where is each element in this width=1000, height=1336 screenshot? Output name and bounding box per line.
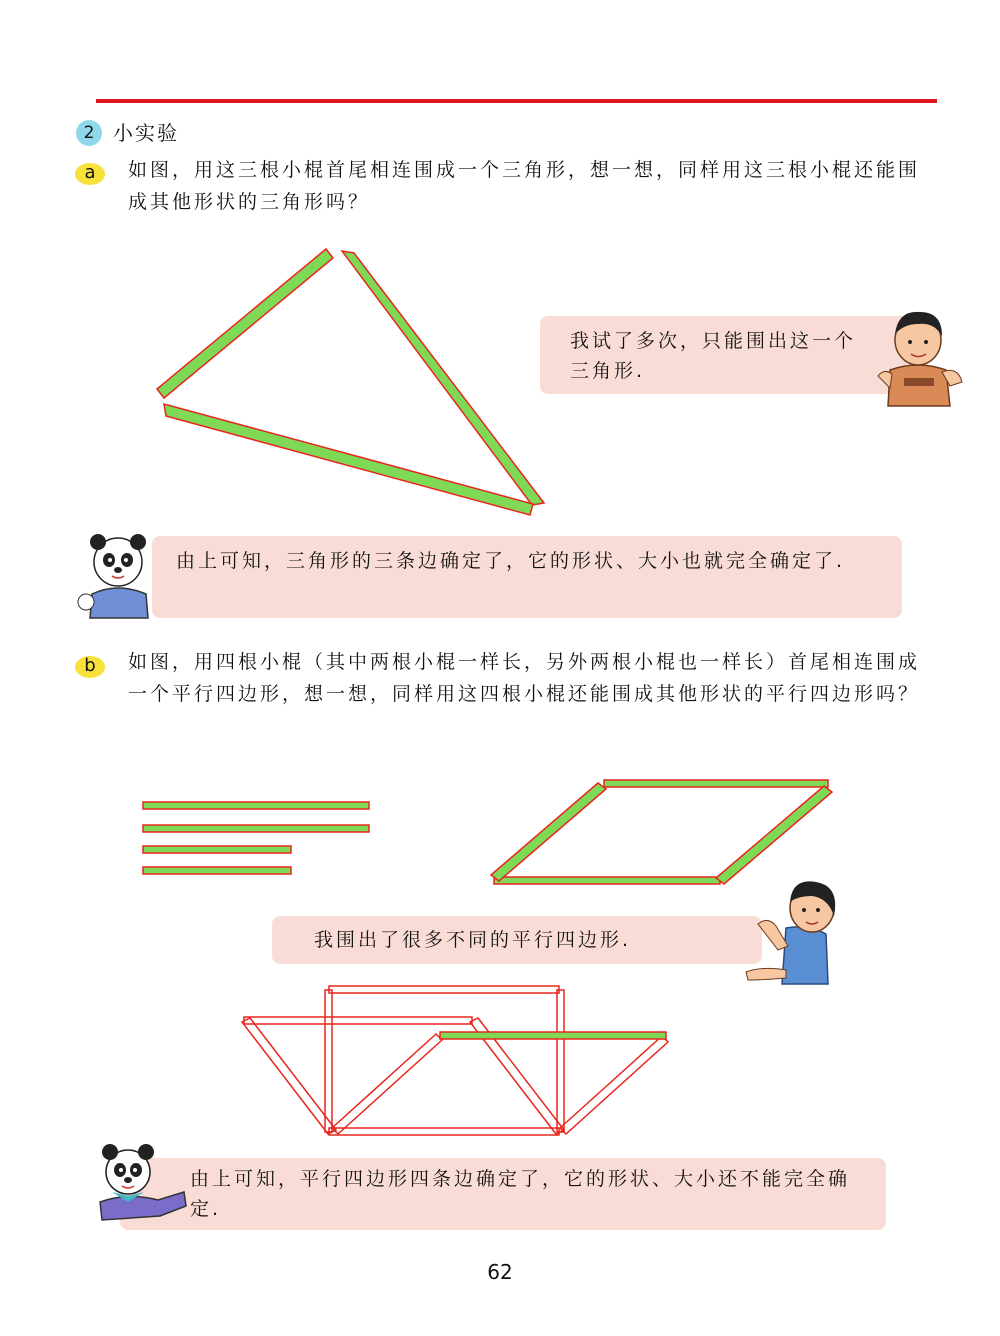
panda-speech-text-a: 由上可知，三角形的三条边确定了，它的形状、大小也就完全确定了.	[176, 550, 846, 572]
panda-character-b	[88, 1144, 188, 1224]
boy-speech-text-b: 我围出了很多不同的平行四边形.	[314, 929, 632, 951]
section-number-badge: 2	[76, 120, 102, 146]
boy-speech-text-a: 我试了多次，只能围出这一个三角形.	[570, 330, 857, 382]
part-a-badge: a	[75, 163, 105, 185]
part-b-badge: b	[75, 656, 105, 678]
right-leaning-parallelogram-outline	[332, 1034, 668, 1134]
part-a-question: 如图，用这三根小棍首尾相连围成一个三角形，想一想，同样用这三根小棍还能围成其他形状的三角形吗？	[128, 159, 921, 213]
panda-speech-text-b: 由上可知，平行四边形四条边确定了，它的形状、大小还不能完全确定.	[190, 1168, 851, 1220]
part-b-question: 如图，用四根小棍（其中两根小棍一样长，另外两根小棍也一样长）首尾相连围成一个平行四边形，想一想，同样用这四根小棍还能围成其他形状的平行四边形吗？	[128, 651, 921, 705]
green-top-stick	[440, 1032, 666, 1039]
section-title: 小实验	[113, 121, 179, 145]
panda-speech-bubble-b	[120, 1158, 886, 1230]
page-number: 62	[487, 1260, 513, 1284]
